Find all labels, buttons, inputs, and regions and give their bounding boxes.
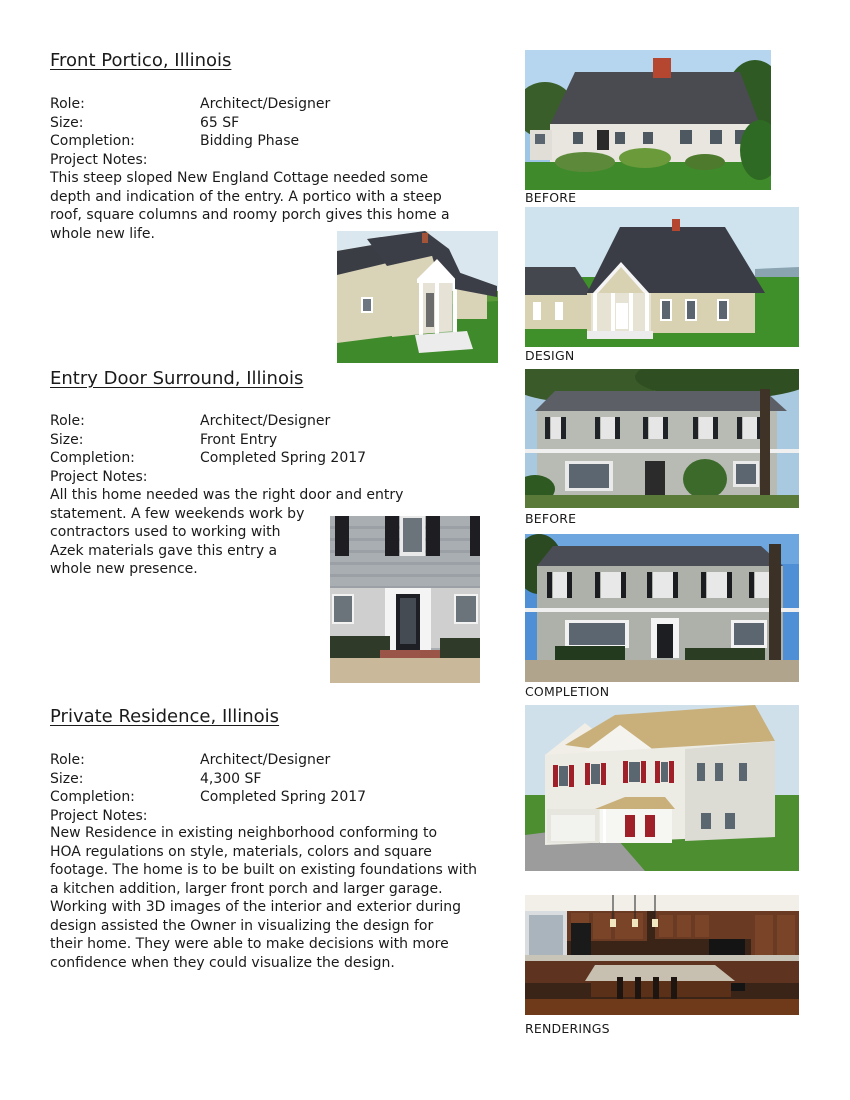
- meta-label: Completion:: [50, 450, 135, 466]
- photo-caption-before: BEFORE: [525, 190, 577, 205]
- meta-row-role: [50, 95, 330, 114]
- notes-line: This steep sloped New England Cottage needed some: [50, 170, 429, 186]
- meta-label: Size:: [50, 114, 84, 131]
- notes-line: depth and indication of the entry. A portico with a steep: [50, 188, 442, 205]
- meta-value: Bidding Phase: [200, 133, 300, 149]
- meta-value: Completed Spring 2017: [200, 450, 367, 466]
- meta-label: Size:: [50, 770, 84, 787]
- notes-line: design assisted the Owner in visualizing the design for: [50, 917, 434, 934]
- notes-line: whole new presence.: [50, 561, 198, 577]
- notes-line: a kitchen addition, larger front porch and larger garage.: [50, 880, 443, 897]
- project-title-front-portico: Front Portico, Illinois: [50, 50, 232, 71]
- notes-line: footage. The home is to be built on existing foundations with: [50, 862, 478, 878]
- meta-label: Size:: [50, 431, 84, 448]
- project-meta-private-residence: [50, 751, 366, 825]
- notes-line: HOA regulations on style, materials, colors and square: [50, 843, 432, 860]
- front-portico-before-photo: [525, 50, 771, 190]
- notes-line: whole new life.: [50, 225, 155, 242]
- entry-door-before-photo: [525, 369, 799, 508]
- meta-label: Project Notes:: [50, 151, 148, 168]
- notes-line: statement. A few weekends work by: [50, 505, 305, 522]
- meta-label: Role:: [50, 413, 85, 429]
- meta-value: Front Entry: [200, 431, 278, 448]
- meta-row-role: [50, 412, 366, 431]
- notes-line: their home. They were able to make decisions with more: [50, 936, 449, 952]
- project-title-entry-door-surround: Entry Door Surround, Illinois: [50, 368, 304, 389]
- project-meta-entry-door-surround: [50, 412, 366, 486]
- meta-label: Project Notes:: [50, 468, 148, 485]
- meta-row-notes: [50, 807, 366, 826]
- private-residence-exterior-rendering: [525, 705, 799, 871]
- notes-line: roof, square columns and roomy porch gives this home a: [50, 207, 450, 223]
- meta-label: Completion:: [50, 133, 135, 149]
- meta-row-role: [50, 751, 366, 770]
- meta-label: Project Notes:: [50, 807, 148, 824]
- meta-label: Completion:: [50, 789, 135, 805]
- project-title-private-residence: Private Residence, Illinois: [50, 706, 280, 727]
- meta-value: Architect/Designer: [200, 96, 331, 112]
- notes-line: confidence when they could visualize the design.: [50, 954, 395, 971]
- notes-line: Azek materials gave this entry a: [50, 542, 278, 559]
- meta-value: 65 SF: [200, 114, 240, 131]
- notes-line: contractors used to working with: [50, 524, 281, 540]
- project-meta-front-portico: [50, 95, 330, 169]
- meta-label: Role:: [50, 96, 85, 112]
- meta-row-size: [50, 431, 366, 450]
- meta-value: Completed Spring 2017: [200, 789, 367, 805]
- entry-door-closeup-photo: [330, 516, 480, 683]
- meta-row-notes: [50, 151, 330, 170]
- meta-row-completion: [50, 449, 366, 468]
- project-notes-private-residence: [50, 824, 477, 972]
- notes-line: New Residence in existing neighborhood conforming to: [50, 825, 438, 841]
- meta-label: Role:: [50, 752, 85, 768]
- meta-value: Architect/Designer: [200, 752, 331, 768]
- photo-caption-completion: COMPLETION: [525, 684, 610, 699]
- meta-value: 4,300 SF: [200, 770, 262, 787]
- meta-row-notes: [50, 468, 366, 487]
- meta-row-size: [50, 770, 366, 789]
- photo-caption-before: BEFORE: [525, 511, 577, 526]
- photo-caption-renderings: RENDERINGS: [525, 1021, 610, 1036]
- front-portico-design-rendering: [525, 207, 799, 347]
- private-residence-kitchen-rendering: [525, 895, 799, 1015]
- meta-row-completion: [50, 132, 330, 151]
- portico-3d-rendering-image: [337, 231, 498, 363]
- entry-door-completion-photo: [525, 534, 799, 682]
- notes-line: Working with 3D images of the interior and exterior during: [50, 899, 461, 915]
- photo-caption-design: DESIGN: [525, 348, 575, 363]
- notes-line: All this home needed was the right door and entry: [50, 487, 404, 503]
- meta-row-size: [50, 114, 330, 133]
- meta-value: Architect/Designer: [200, 413, 331, 429]
- meta-row-completion: [50, 788, 366, 807]
